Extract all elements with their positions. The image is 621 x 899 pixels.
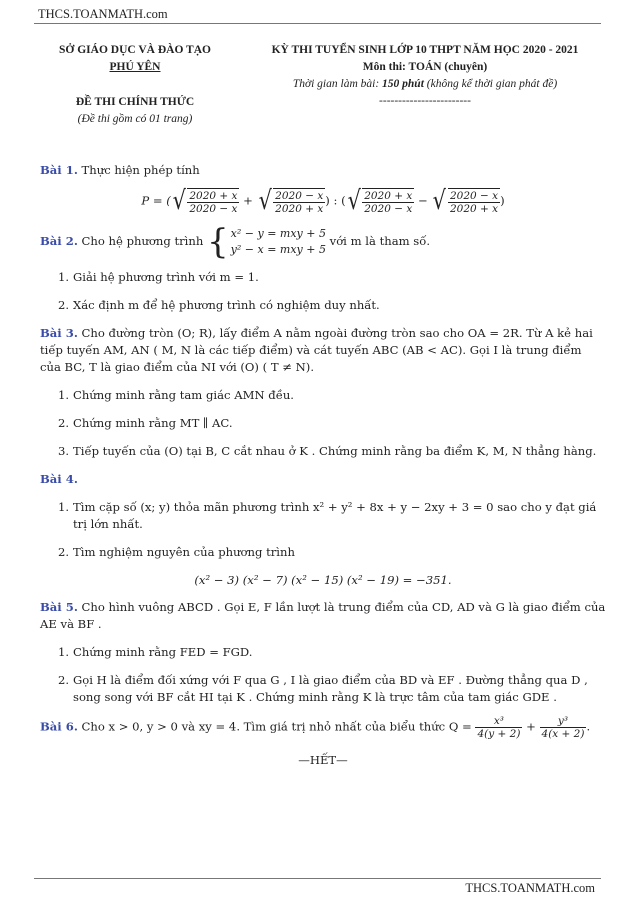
- equation-system: { x² − y = mxy + 5 y² − x = mxy + 5: [207, 222, 326, 262]
- item-text: Tìm nghiệm nguyên của phương trình: [73, 545, 295, 559]
- time-label: Thời gian làm bài:: [292, 78, 383, 90]
- problem-2-text: Cho hệ phương trình: [81, 234, 204, 248]
- frac-c-num: 2020 + x: [364, 190, 413, 202]
- site-header-url: THCS.TOANMATH.com: [38, 7, 168, 21]
- problem-6-text: Cho x > 0, y > 0 và xy = 4. Tìm giá trị nhỏ nhất của biểu thức Q =: [81, 719, 472, 734]
- province-name: PHÚ YÊN: [109, 61, 161, 73]
- problem-5-item-2: 2. Gọi H là điểm đối xứng với F qua G , I là giao điểm của BD và EF . Đường thẳng qua D , song song với BF cắt HI tại K . Chứng minh rằng K là trực tâm của tam giác GDE .: [58, 673, 588, 704]
- q-plus: +: [522, 719, 540, 734]
- problem-3-item-2: 2. Chứng minh rằng MT ∥ AC.: [58, 416, 233, 430]
- item-text: Chứng minh rằng tam giác AMN đều.: [73, 388, 294, 402]
- item-text: Chứng minh rằng FED = FGD.: [73, 645, 253, 659]
- department-name: SỞ GIÁO DỤC VÀ ĐÀO TẠO: [59, 44, 211, 56]
- problem-3-item-1: 1. Chứng minh rằng tam giác AMN đều.: [58, 388, 294, 402]
- q-frac-1: [475, 715, 522, 740]
- end-mark: —HẾT—: [298, 753, 348, 767]
- sqrt-b: √ $\frac{2020 - x}{2020 + x}$: [258, 186, 324, 216]
- header-right: [240, 42, 610, 110]
- system-eq-1: x² − y = mxy + 5: [230, 227, 326, 240]
- item-text: Tiếp tuyến của (O) tại B, C cắt nhau ở K . Chứng minh rằng ba điểm K, M, N thẳng hàng.: [73, 444, 597, 458]
- item-text: Gọi H là điểm đối xứng với F qua G , I là giao điểm của BD và EF . Đường thẳng qua D , song song với BF cắt HI tại K . Chứng minh rằng K là trực tâm của tam giác GDE .: [73, 673, 588, 704]
- item-text: Tìm cặp số (x; y) thỏa mãn phương trình x² + y² + 8x + y − 2xy + 3 = 0 sao cho y đạt giá trị lớn nhất.: [73, 500, 597, 531]
- problem-1-label: Bài 1.: [40, 163, 78, 177]
- problem-1-formula: [40, 188, 606, 215]
- time-value: 150 phút: [382, 78, 424, 90]
- q-frac-2-den: 4(x + 2): [541, 728, 585, 740]
- frac-b-den: 2020 + x: [275, 203, 324, 215]
- q-frac-1-den: 4(y + 2): [477, 728, 521, 740]
- problem-4-item-2: 2. Tìm nghiệm nguyên của phương trình: [58, 545, 295, 559]
- problem-2: [40, 222, 606, 262]
- sqrt-d: √ $\frac{2020 - x}{2020 + x}$: [433, 186, 499, 216]
- frac-c-den: 2020 − x: [364, 203, 413, 215]
- problem-3-label: Bài 3.: [40, 326, 78, 340]
- problem-4-equation: (x² − 3) (x² − 7) (x² − 15) (x² − 19) = −351.: [194, 573, 452, 587]
- problem-2-after: với m là tham số.: [329, 234, 431, 248]
- exam-title: KỲ THI TUYỂN SINH LỚP 10 THPT NĂM HỌC 2020 - 2021: [271, 44, 579, 56]
- problem-3-item-3: 3. Tiếp tuyến của (O) tại B, C cắt nhau ở K . Chứng minh rằng ba điểm K, M, N thẳng hàng.: [58, 444, 597, 458]
- q-frac-2-num: y³: [540, 715, 587, 728]
- formula-plus: +: [239, 193, 257, 208]
- q-frac-2: [540, 715, 587, 740]
- problem-4-item-1: 1. Tìm cặp số (x; y) thỏa mãn phương trình x² + y² + 8x + y − 2xy + 3 = 0 sao cho y đạt giá trị lớn nhất.: [58, 500, 597, 531]
- problem-1: [40, 162, 606, 179]
- exam-content: [40, 162, 606, 769]
- item-text: Giải hệ phương trình với m = 1.: [73, 270, 259, 284]
- sqrt-c: √ $\frac{2020 + x}{2020 - x}$: [347, 186, 413, 216]
- problem-4: [40, 471, 606, 488]
- frac-b-num: 2020 − x: [275, 190, 324, 202]
- bottom-divider: [34, 878, 601, 879]
- formula-p-open: P = (: [141, 193, 171, 208]
- top-divider: [34, 23, 601, 24]
- page-count-note: (Đề thi gồm có 01 trang): [77, 113, 193, 125]
- frac-a-num: 2020 + x: [189, 190, 238, 202]
- problem-2-item-1: 1. Giải hệ phương trình với m = 1.: [58, 270, 259, 284]
- time-line: [240, 76, 610, 93]
- problem-3-text: Cho đường tròn (O; R), lấy điểm A nằm ngoài đường tròn sao cho OA = 2R. Từ A kẻ hai tiếp tuyến AM, AN ( M, N là các tiếp điểm) và cát tuyến ABC (AB < AC). Gọi I là trung điểm của BC, T là giao điểm của NI với (O) ( T ≠ N).: [40, 326, 593, 374]
- q-end: .: [586, 719, 591, 734]
- header-dashes: ------------------------: [379, 95, 471, 107]
- problem-2-label: Bài 2.: [40, 234, 78, 248]
- frac-d-num: 2020 − x: [449, 190, 499, 202]
- problem-5-item-1: 1. Chứng minh rằng FED = FGD.: [58, 645, 253, 659]
- system-eq-2: y² − x = mxy + 5: [230, 243, 326, 256]
- item-text: Xác định m để hệ phương trình có nghiệm duy nhất.: [73, 298, 380, 312]
- problem-2-item-2: 2. Xác định m để hệ phương trình có nghiệm duy nhất.: [58, 298, 380, 312]
- formula-close: ): [500, 193, 505, 208]
- formula-minus: −: [414, 193, 432, 208]
- formula-div: ) : (: [325, 193, 346, 208]
- problem-5: [40, 599, 606, 633]
- problem-5-text: Cho hình vuông ABCD . Gọi E, F lần lượt là trung điểm của CD, AD và G là giao điểm của AE và BF .: [40, 600, 606, 631]
- problem-1-text: Thực hiện phép tính: [81, 163, 200, 177]
- problem-5-label: Bài 5.: [40, 600, 78, 614]
- problem-6-label: Bài 6.: [40, 719, 78, 734]
- item-text: Chứng minh rằng MT ∥ AC.: [73, 416, 233, 430]
- problem-4-label: Bài 4.: [40, 472, 78, 486]
- official-exam-label: ĐỀ THI CHÍNH THỨC: [75, 96, 195, 108]
- header-left: [40, 42, 230, 128]
- q-frac-1-num: x³: [475, 715, 522, 728]
- problem-3: [40, 325, 606, 376]
- problem-6: [40, 715, 606, 740]
- time-note: (không kể thời gian phát đề): [423, 78, 558, 90]
- frac-d-den: 2020 + x: [449, 203, 499, 215]
- frac-a-den: 2020 − x: [189, 203, 238, 215]
- subject-line: Môn thi: TOÁN (chuyên): [362, 61, 488, 73]
- sqrt-a: √ $\frac{2020 + x}{2020 - x}$: [172, 186, 238, 216]
- site-footer-url: THCS.TOANMATH.com: [465, 881, 595, 895]
